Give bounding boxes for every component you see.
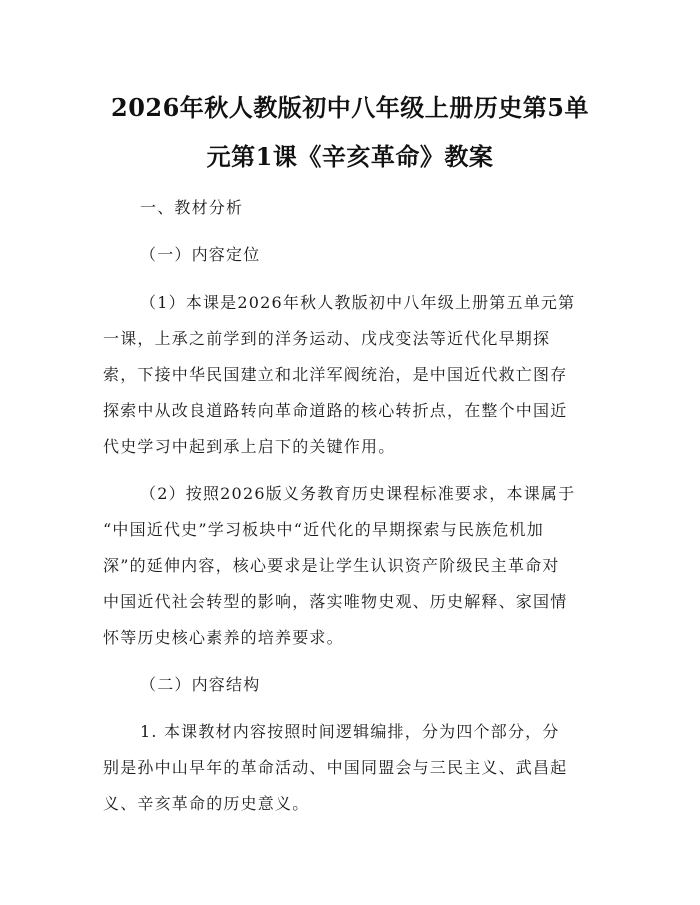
subheading-content-positioning: （一）内容定位 [140,245,261,264]
paragraph-1-line: 索，下接中华民国建立和北洋军阀统治，是中国近代救亡图存 [103,365,568,384]
paragraph-1-line: （1）本课是2026年秋人教版初中八年级上册第五单元第 [140,293,576,312]
subheading-content-structure: （二）内容结构 [140,675,261,694]
paragraph-2-line: 深”的延伸内容，核心要求是让学生认识资产阶级民主革命对 [103,556,560,575]
document-title-line-2: 元第1课《辛亥革命》教案 [206,142,494,171]
paragraph-3-line: 1. 本课教材内容按照时间逻辑编排，分为四个部分，分 [140,722,560,741]
paragraph-2-line: （2）按照2026版义务教育历史课程标准要求，本课属于 [140,484,576,503]
paragraph-1-line: 一课，上承之前学到的洋务运动、戊戌变法等近代化早期探 [103,329,551,348]
paragraph-3-line: 别是孙中山早年的革命活动、中国同盟会与三民主义、武昌起 [103,758,568,777]
document-title-line-1: 2026年秋人教版初中八年级上册历史第5单 [111,93,589,122]
paragraph-2-line: 中国近代社会转型的影响，落实唯物史观、历史解释、家国情 [103,592,568,611]
section-heading-teaching-material-analysis: 一、教材分析 [140,198,244,217]
paragraph-3-line: 义、辛亥革命的历史意义。 [103,794,310,813]
paragraph-2-line: 怀等历史核心素养的培养要求。 [103,628,344,647]
paragraph-2-line: “中国近代史”学习板块中“近代化的早期探索与民族危机加 [103,520,544,539]
paragraph-1-line: 探索中从改良道路转向革命道路的核心转折点，在整个中国近 [103,401,568,420]
paragraph-1-line: 代史学习中起到承上启下的关键作用。 [103,437,396,456]
